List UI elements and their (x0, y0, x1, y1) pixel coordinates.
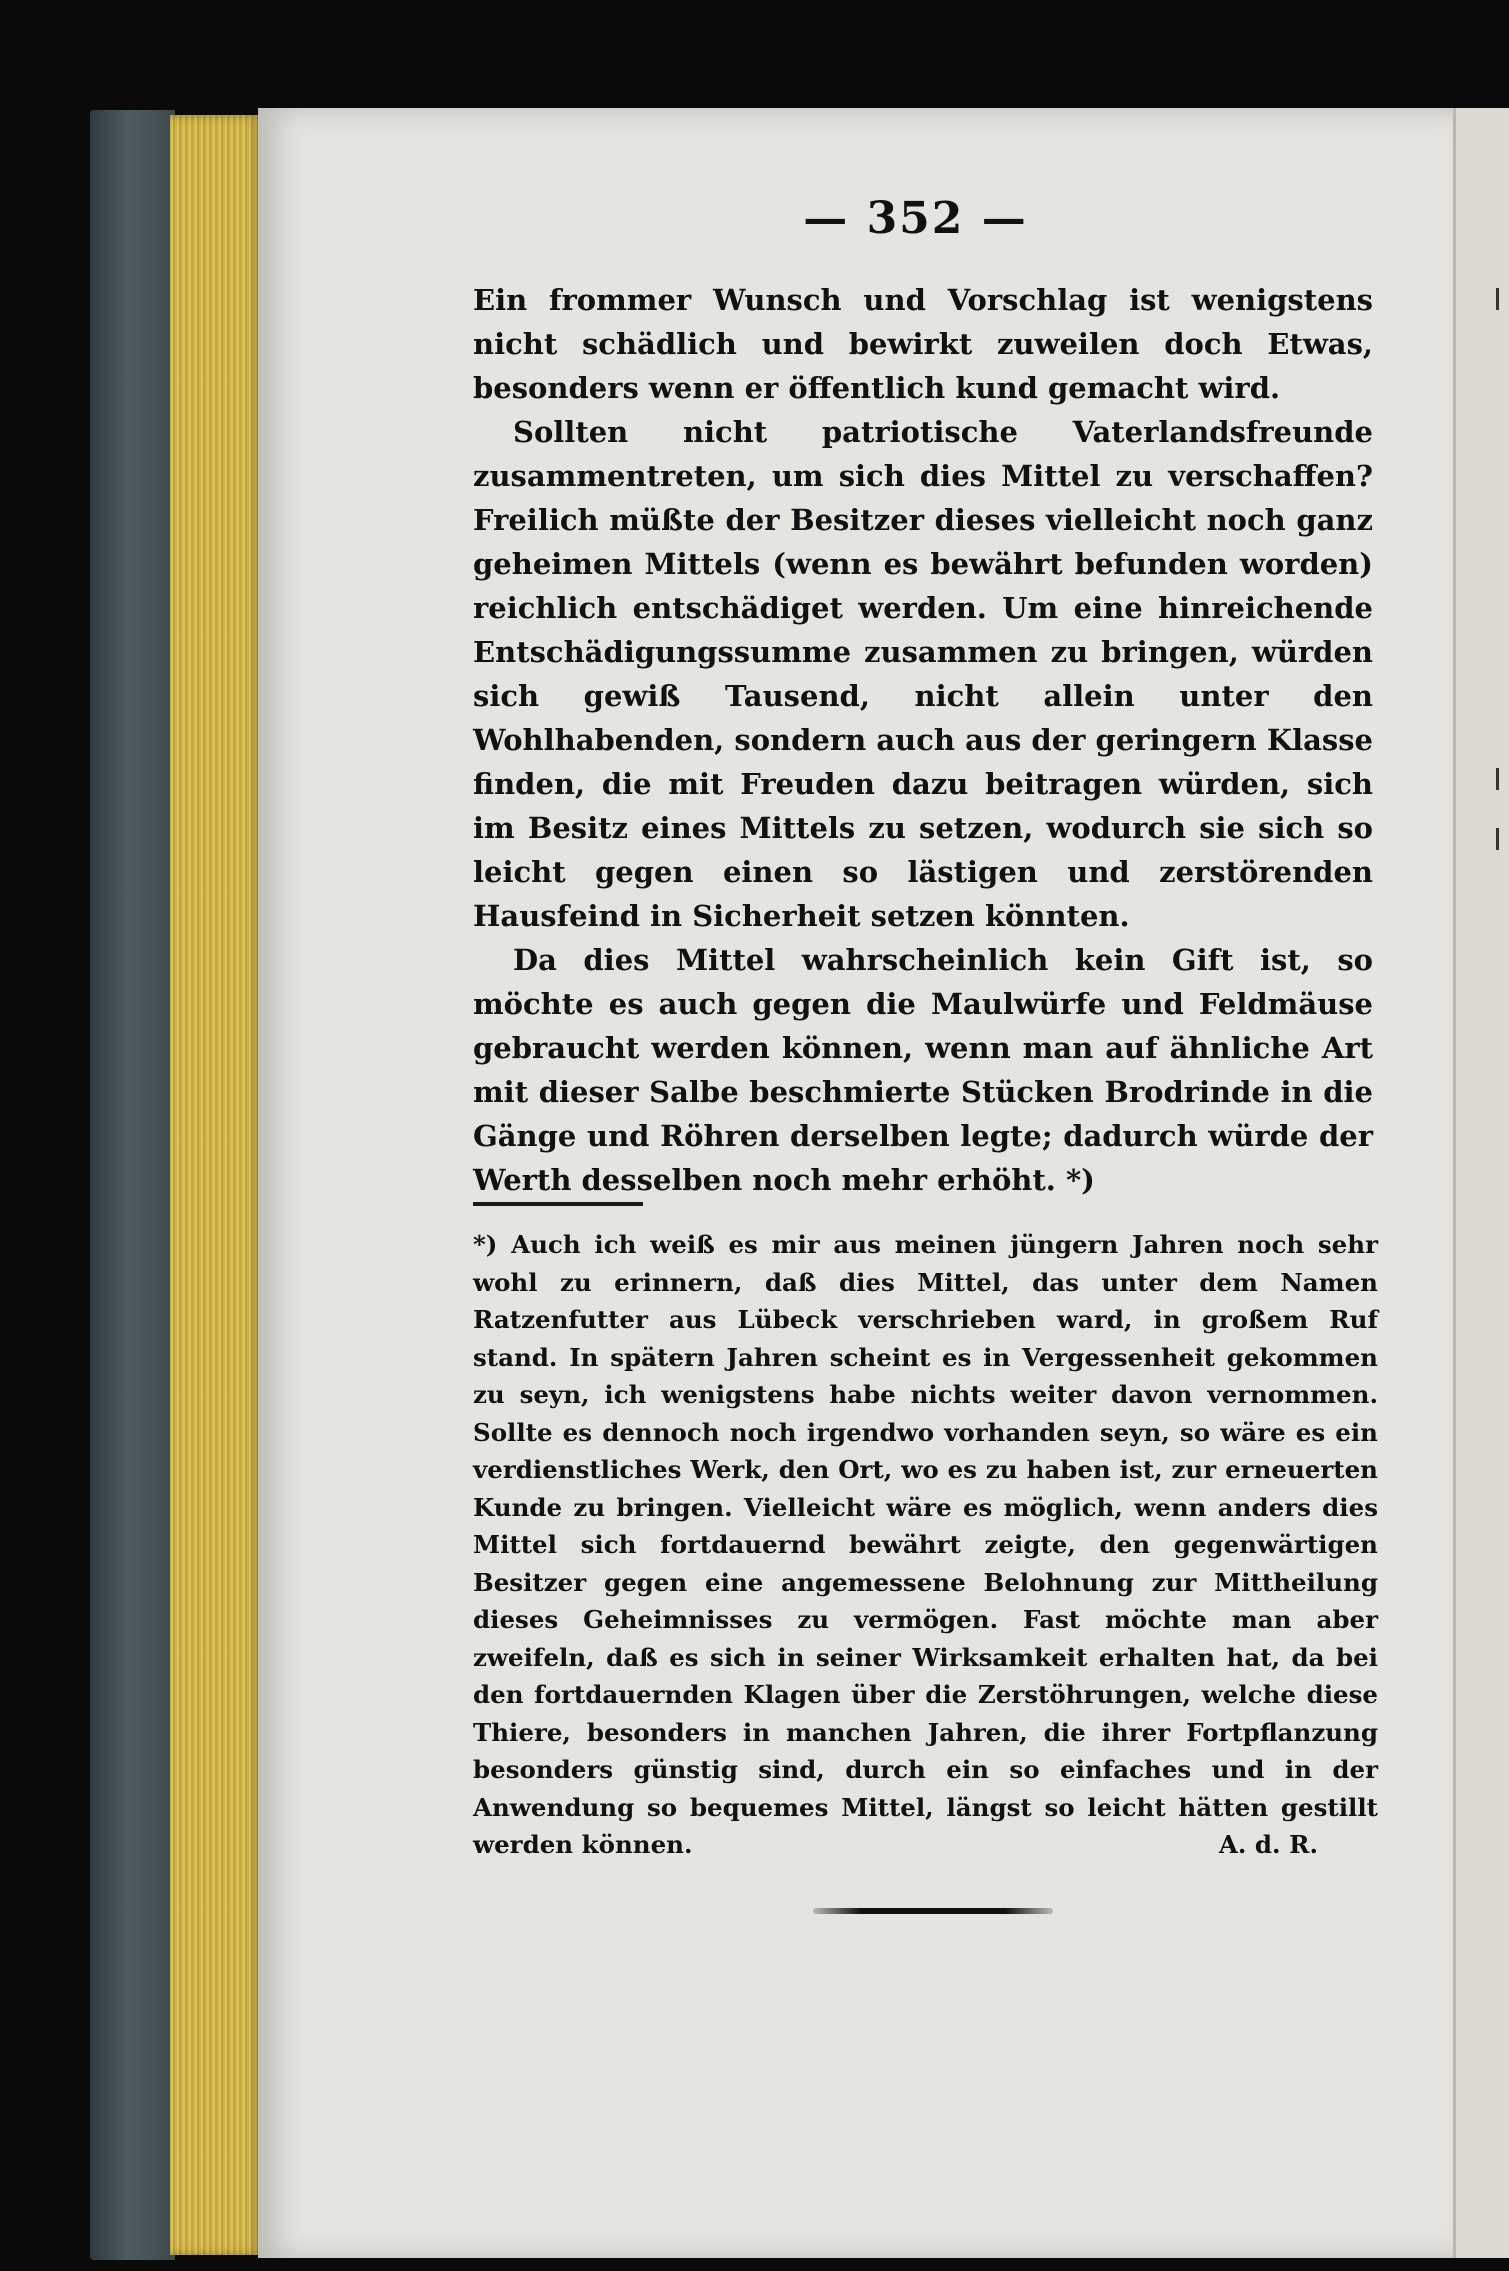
footnote-signature: A. d. R. (1218, 1830, 1318, 1859)
bleed-mark (1496, 288, 1499, 310)
next-page-edge (1453, 108, 1509, 2258)
end-ornament-rule (813, 1908, 1053, 1914)
footnote-text: *) Auch ich weiß es mir aus meinen jüngern Jahren noch sehr wohl zu erinnern, daß dies Mittel, das unter dem Namen Ratzenfutter aus Lübeck verschrieben ward, in großem Ruf stand. In spätern Jahren scheint es in Vergessenheit gekommen zu seyn, ich wenigstens habe nichts weiter davon vernommen. Sollte es dennoch noch irgendwo vorhanden seyn, so wäre es ein verdienstliches Werk, den Ort, wo es zu haben ist, zur erneuerten Kunde zu bringen. Vielleicht wäre es möglich, wenn anders dies Mittel sich fortdauernd bewährt zeigte, den gegenwärtigen Besitzer gegen eine angemessene Belohnung zur Mittheilung dieses Geheimnisses zu vermögen. Fast möchte man aber zweifeln, daß es sich in seiner Wirksamkeit erhalten hat, da bei den fortdauernden Klagen über die Zerstöhrungen, welche diese Thiere, besonders in manchen Jahren, die ihrer Fortpflanzung besonders günstig sind, durch ein so einfaches und in der Anwendung so bequemes Mittel, längst so leicht hätten gestillt werden können. (473, 1230, 1378, 1859)
paragraph-3: Da dies Mittel wahrscheinlich kein Gift ist, so möchte es auch gegen die Maulwürfe und Feldmäuse gebraucht werden können, wenn man auf ähnliche Art mit dieser Salbe beschmierte Stücken Brodrinde in die Gänge und Röhren derselben legte; dadurch würde der Werth desselben noch mehr erhöht. *) (473, 943, 1373, 1197)
footnote-divider (473, 1202, 643, 1206)
paragraph-1: Ein frommer Wunsch und Vorschlag ist wenigstens nicht schädlich und bewirkt zuweilen doch Etwas, besonders wenn er öffentlich kund gemacht wird. (473, 283, 1373, 405)
page-number: — 352 — (803, 193, 1028, 244)
body-text (473, 278, 1373, 1202)
bleed-mark (1496, 768, 1499, 790)
book-cover (90, 110, 175, 2260)
gilded-page-edge (170, 115, 262, 2255)
footnote (473, 1226, 1378, 1864)
book-page (258, 108, 1453, 2258)
bleed-mark (1496, 828, 1499, 850)
paragraph-2: Sollten nicht patriotische Vaterlandsfreunde zusammentreten, um sich dies Mittel zu verschaffen? Freilich müßte der Besitzer dieses vielleicht noch ganz geheimen Mittels (wenn es bewährt befunden worden) reichlich entschädiget werden. Um eine hinreichende Entschädigungssumme zusammen zu bringen, würden sich gewiß Tausend, nicht allein unter den Wohlhabenden, sondern auch aus der geringern Klasse finden, die mit Freuden dazu beitragen würden, sich im Besitz eines Mittels zu setzen, wodurch sie sich so leicht gegen einen so lästigen und zerstörenden Hausfeind in Sicherheit setzen könnten. (473, 415, 1373, 933)
